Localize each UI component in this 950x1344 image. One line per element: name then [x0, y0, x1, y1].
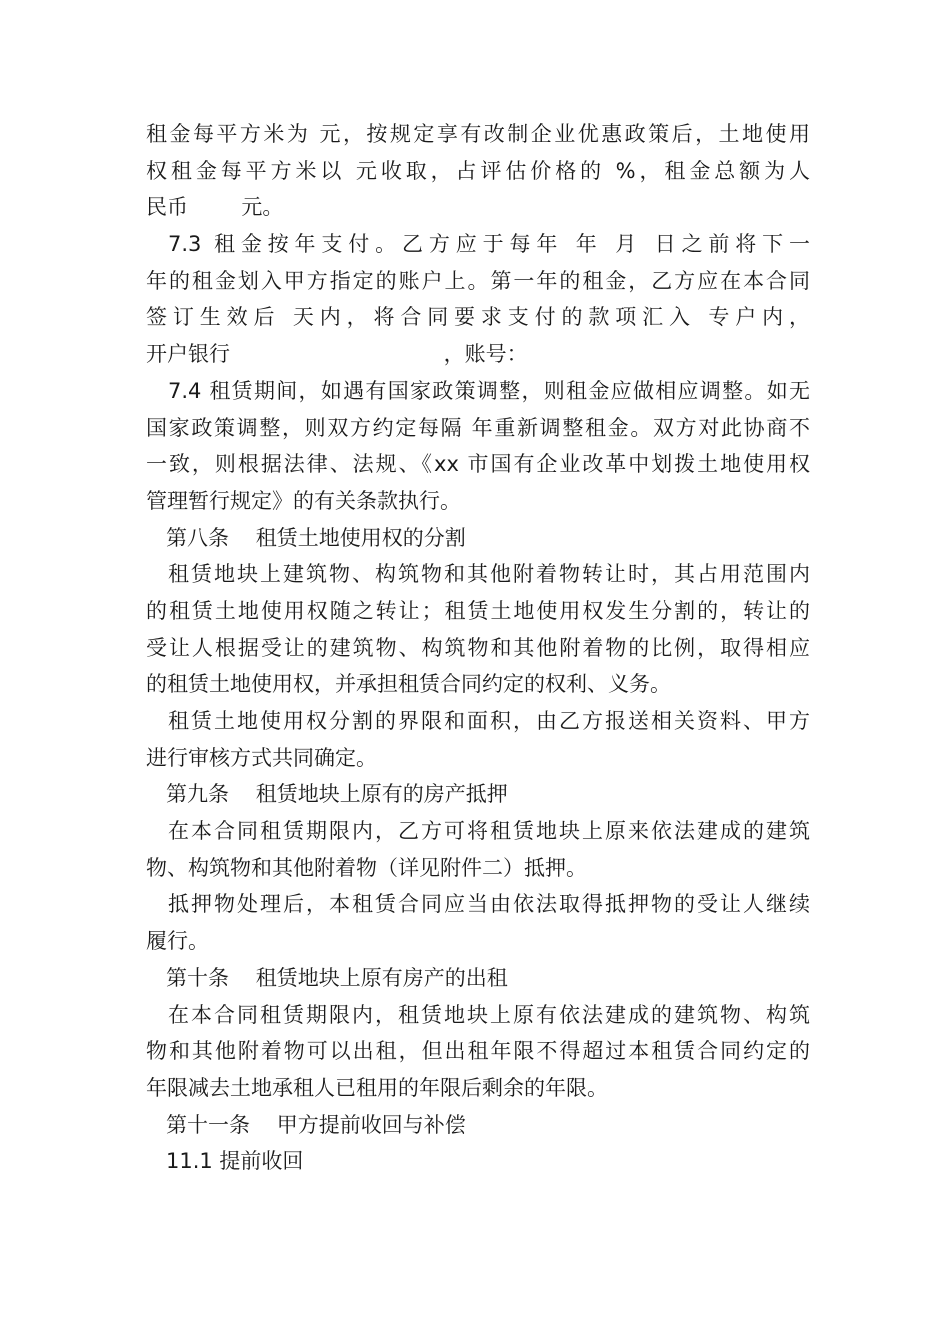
document-body	[146, 116, 810, 1180]
text-line: 权租金每平方米以 元收取，占评估价格的 %，租金总额为人	[146, 158, 810, 183]
text-line: 年的租金划入甲方指定的账户上。第一年的租金，乙方应在本合同	[146, 268, 810, 293]
text-line: 物、构筑物和其他附着物（详见附件二）抵押。	[146, 855, 587, 880]
text-line: 第八条 租赁土地使用权的分割	[166, 525, 466, 550]
text-line: 的租赁土地使用权，并承担租赁合同约定的权利、义务。	[146, 672, 671, 697]
text-line: 抵押物处理后，本租赁合同应当由依法取得抵押物的受让人继续	[168, 892, 810, 917]
text-line: 租赁土地使用权分割的界限和面积，由乙方报送相关资料、甲方	[168, 709, 810, 733]
text-line: 一致，则根据法律、法规、《xx 市国有企业改革中划拨土地使用权	[146, 452, 810, 477]
text-line: 11.1 提前收回	[166, 1149, 304, 1174]
text-line: 开户银行 ，账号：	[146, 342, 528, 367]
text-line: 民币 元。	[146, 195, 284, 220]
text-line: 国家政策调整，则双方约定每隔 年重新调整租金。双方对此协商不	[146, 415, 810, 440]
text-line: 租金每平方米为 元，按规定享有改制企业优惠政策后，土地使用	[146, 122, 810, 146]
text-line: 7.4 租赁期间，如遇有国家政策调整，则租金应做相应调整。如无	[168, 378, 810, 403]
text-line: 的租赁土地使用权随之转让；租赁土地使用权发生分割的，转让的	[146, 598, 810, 623]
text-line: 年限减去土地承租人已租用的年限后剩余的年限。	[146, 1075, 608, 1100]
text-line: 租赁地块上建筑物、构筑物和其他附着物转让时，其占用范围内	[168, 562, 810, 587]
text-line: 签订生效后 天内，将合同要求支付的款项汇入 专户内，	[146, 305, 810, 330]
text-line: 第十条 租赁地块上原有房产的出租	[166, 965, 508, 990]
text-line: 进行审核方式共同确定。	[146, 745, 377, 770]
text-line: 物和其他附着物可以出租，但出租年限不得超过本租赁合同约定的	[146, 1039, 810, 1064]
text-line: 第十一条 甲方提前收回与补偿	[166, 1112, 466, 1137]
text-line: 受让人根据受让的建筑物、构筑物和其他附着物的比例，取得相应	[146, 635, 810, 660]
text-line: 在本合同租赁期限内，乙方可将租赁地块上原来依法建成的建筑	[168, 819, 810, 844]
text-line: 第九条 租赁地块上原有的房产抵押	[166, 782, 508, 807]
text-line: 履行。	[146, 929, 209, 954]
text-line: 7.3 租金按年支付。乙方应于每年 年 月 日之前将下一	[168, 232, 810, 257]
text-line: 在本合同租赁期限内，租赁地块上原有依法建成的建筑物、构筑	[168, 1002, 810, 1027]
text-line: 管理暂行规定》的有关条款执行。	[146, 488, 461, 513]
